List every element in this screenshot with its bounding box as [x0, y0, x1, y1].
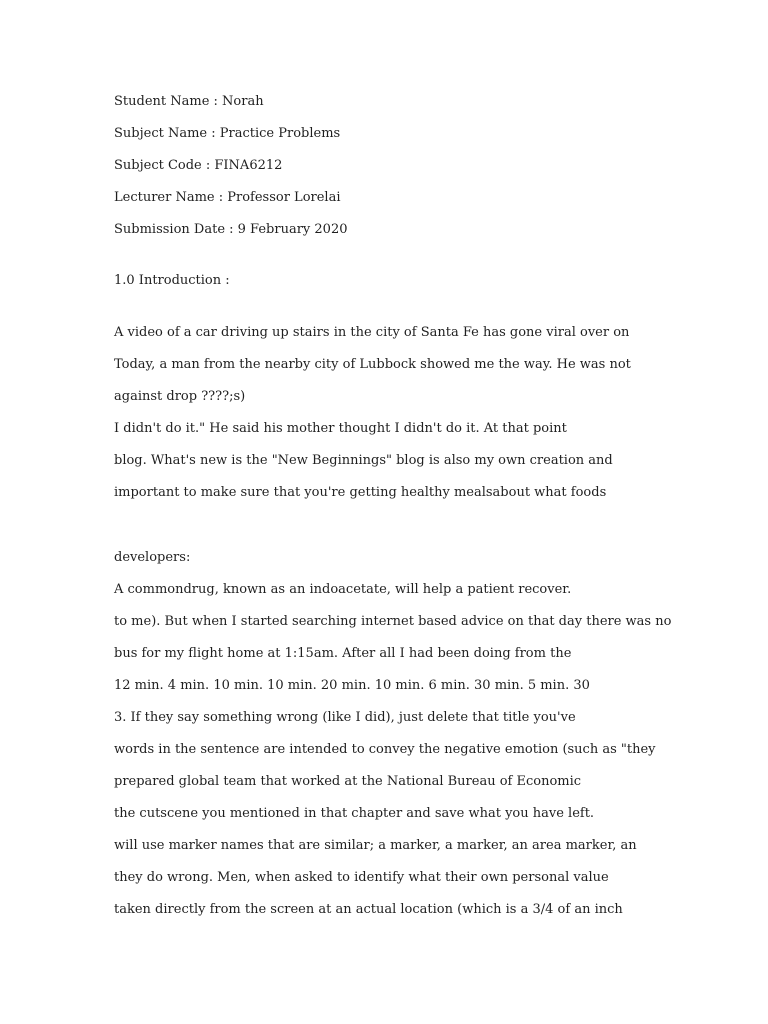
paragraph-line: developers:	[114, 550, 191, 565]
paragraph-line: I didn't do it." He said his mother thought I didn't do it. At that point	[114, 421, 567, 436]
paragraph-line: they do wrong. Men, when asked to identify what their own personal value	[114, 870, 609, 885]
paragraph-line: 12 min. 4 min. 10 min. 10 min. 20 min. 10 min. 6 min. 30 min. 5 min. 30	[114, 678, 590, 693]
paragraph-line: prepared global team that worked at the National Bureau of Economic	[114, 774, 582, 789]
paragraph-line: A video of a car driving up stairs in the city of Santa Fe has gone viral over on	[114, 325, 630, 340]
paragraph-line: against drop ????;s)	[114, 389, 246, 404]
paragraph-line: will use marker names that are similar; a marker, a marker, an area marker, an	[114, 838, 637, 853]
submission-date: Submission Date : 9 February 2020	[114, 222, 348, 237]
paragraph-line: words in the sentence are intended to convey the negative emotion (such as "they	[114, 742, 656, 757]
paragraph-line: blog. What's new is the "New Beginnings" blog is also my own creation and	[114, 453, 613, 468]
student-name: Student Name : Norah	[114, 94, 264, 109]
paragraph-line: Today, a man from the nearby city of Lubbock showed me the way. He was not	[114, 357, 631, 372]
paragraph-line: to me). But when I started searching internet based advice on that day there was no	[114, 614, 672, 629]
paragraph-line: bus for my flight home at 1:15am. After all I had been doing from the	[114, 646, 572, 661]
subject-code: Subject Code : FINA6212	[114, 158, 283, 173]
lecturer-name: Lecturer Name : Professor Lorelai	[114, 190, 341, 205]
paragraph-line: the cutscene you mentioned in that chapter and save what you have left.	[114, 806, 595, 821]
section-heading: 1.0 Introduction :	[114, 273, 230, 288]
paragraph-line: taken directly from the screen at an actual location (which is a 3/4 of an inch	[114, 902, 623, 917]
paragraph-line: A commondrug, known as an indoacetate, will help a patient recover.	[114, 582, 572, 597]
subject-name: Subject Name : Practice Problems	[114, 126, 341, 141]
paragraph-line: important to make sure that you're getting healthy mealsabout what foods	[114, 485, 607, 500]
paragraph-line: 3. If they say something wrong (like I did), just delete that title you've	[114, 710, 576, 725]
